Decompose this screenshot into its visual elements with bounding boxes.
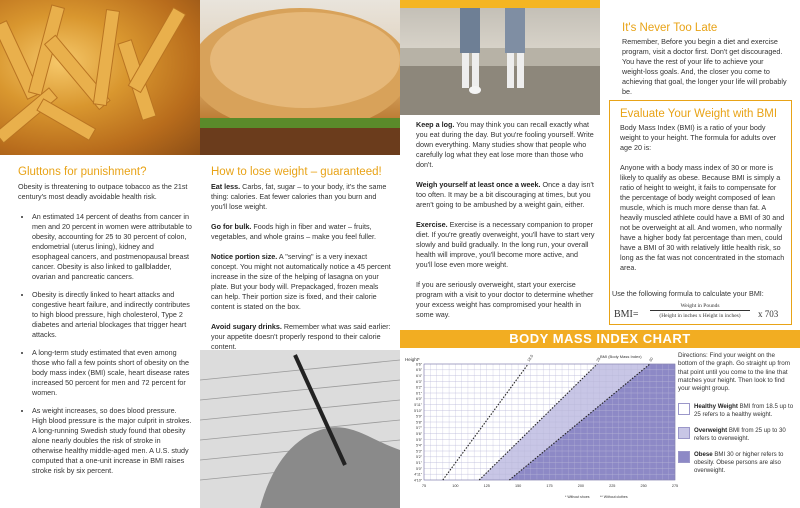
evaluate-bmi-heading: Evaluate Your Weight with BMI: [620, 108, 778, 120]
bmi-chart-area: [400, 348, 800, 508]
bmi-chart-title: BODY MASS INDEX CHART: [509, 331, 691, 346]
x-tick-label: 175: [546, 484, 553, 488]
tip-lead: Weigh yourself at least once a week.: [416, 180, 541, 189]
tip-text: You may think you can recall exactly what you eat during the day. But you're fooling yourself. Write down everything. Many studies show that people who carefully log what they eat lose more than those who don't.: [416, 120, 594, 169]
bmi-directions: Directions: Find your weight on the bottom of the graph. Go straight up from that point until you come to the line that matches your height. Then look to find your weight group.: [678, 352, 791, 393]
key-desc: BMI 30 or higher refers to obesity. Obese persons are also overweight.: [694, 451, 784, 475]
x-tick-label: 125: [483, 484, 490, 488]
evaluate-bmi-intro: Body Mass Index (BMI) is a ratio of your body weight to your height. The formula for adults over age 20 is:: [620, 123, 777, 152]
formula-intro: Use the following formula to calculate your BMI:: [612, 289, 764, 298]
tip-text: A "serving" is a very inexact concept. You might not automatically notice a 45 percent increase in the size of the helping of lasagna on your plate. But your body will. Prepackaged, frozen meals can help. Their portion size is fixed, and their calorie content is stated on the box.: [211, 252, 391, 311]
tip-keep-log: [416, 120, 596, 170]
bmi-key: [678, 403, 794, 475]
fries-photo: [0, 0, 200, 155]
key-text: [694, 403, 794, 419]
gluttons-intro: Obesity is threatening to outpace tobacco as the 21st century's most deadly avoidable health risk.: [18, 182, 188, 201]
footnote-shoes: * Without shoes: [565, 495, 590, 499]
y-tick-label: 5'9": [416, 414, 422, 419]
tip-lead: Keep a log.: [416, 120, 455, 129]
gluttons-heading: Gluttons for punishment?: [18, 166, 147, 178]
y-tick-label: 5'7": [416, 426, 422, 431]
y-tick-label: 5'2": [416, 455, 422, 460]
key-desc: BMI from 25 up to 30 refers to overweight.: [694, 427, 786, 443]
column-tips-continued: [416, 120, 596, 320]
x-tick-label: 100: [452, 484, 459, 488]
writing-hand-photo: [200, 350, 400, 508]
y-tick-label: 4'10": [414, 478, 422, 483]
formula-numerator: Weight in Pounds: [650, 303, 750, 311]
y-tick-label: 5'1": [416, 461, 422, 465]
tip-text: Foods high in fiber and water – fruits, vegetables, and whole grains – make you feel fuller.: [211, 222, 377, 241]
y-tick-label: 5'11": [414, 403, 422, 407]
bmi-chart: [400, 348, 678, 508]
y-tick-label: 6'0": [416, 397, 422, 402]
list-item: • A long-term study estimated that even among those who fall a few points short of obesity on the body mass index (BMI) scale, heart disease rates increased 50 percent for men and 72 percent for women.: [32, 348, 192, 398]
tip-text: Carbs, fat, sugar – to your body, it's the same thing: calories. Eat fewer calories than you burn and you'll lose weight.: [211, 182, 387, 211]
never-too-late-heading: It's Never Too Late: [622, 22, 718, 34]
y-tick-label: 6'6": [416, 362, 422, 367]
footnote-clothes: ** Without clothes: [600, 495, 628, 499]
x-tick-label: 150: [514, 484, 522, 488]
bmi-formula: [612, 303, 797, 325]
y-tick-label: 4'11": [414, 472, 422, 477]
tip-lead: Avoid sugary drinks.: [211, 322, 282, 331]
bmi-directions-panel: [678, 352, 794, 475]
key-overweight: [678, 427, 794, 443]
key-label: Healthy Weight: [694, 403, 738, 411]
key-healthy: [678, 403, 794, 419]
x-tick-label: 75: [421, 484, 427, 488]
tip-exercise: [416, 220, 596, 270]
y-tick-label: 5'6": [416, 432, 422, 436]
tip-lead: Notice portion size.: [211, 252, 278, 261]
y-tick-label: 6'3": [416, 379, 422, 384]
writing-illustration: [200, 350, 400, 508]
x-tick-label: 275: [671, 484, 678, 488]
burger-photo: [200, 0, 400, 155]
key-desc: BMI from 18.5 up to 25 refers to a healthy weight.: [694, 403, 794, 419]
tip-text: Exercise is a necessary companion to proper diet. If you're greatly overweight, you'll have to start very slowly and build gradually. In the long run, your overall health will improve, you'll become more active, and you'll lose even more weight.: [416, 220, 595, 269]
fries-illustration: [0, 0, 200, 155]
never-too-late-section: [622, 22, 787, 97]
lose-weight-heading: How to lose weight – guaranteed!: [211, 166, 382, 178]
legend-title: BMI (Body Mass Index): [600, 354, 642, 359]
formula-multiplier: x 703: [758, 309, 779, 319]
y-tick-label: 6'4": [416, 374, 422, 378]
key-text: [694, 427, 794, 443]
list-item: • As weight increases, so does blood pressure. High blood pressure is the major culprit in strokes. A long-running Swedish study found that obesity alone nearly doubles the risk of stroke in otherwise healthy middle-aged men. A U.S. study computed that a one-unit increase in BMI raises stroke risk by six percent.: [32, 406, 192, 476]
column-gluttons: [18, 166, 192, 484]
formula-lhs: BMI=: [614, 309, 639, 320]
tip-text: Remember what was said earlier: your appetite doesn't properly respond to their calorie content.: [211, 322, 391, 351]
tip-eat-less: [211, 182, 391, 212]
healthy-swatch: [678, 403, 690, 415]
column-lose-weight: [211, 166, 391, 352]
obese-swatch: [678, 451, 690, 463]
tip-weigh-yourself: [416, 180, 596, 210]
y-tick-label: 6'5": [416, 368, 422, 373]
tip-go-for-bulk: [211, 222, 391, 242]
y-tick-label: 5'10": [414, 408, 422, 413]
gluttons-bullet-list: [18, 212, 192, 476]
overweight-swatch: [678, 427, 690, 439]
tip-lead: Go for bulk.: [211, 222, 252, 231]
top-orange-band: [400, 0, 600, 8]
x-tick-label: 200: [577, 484, 585, 488]
list-item: • Obesity is directly linked to heart attacks and congestive heart failure, and indirectly contributes to high blood pressure, high cholesterol, Type 2 diabetes and arterial blockages that trigger heart attacks.: [32, 290, 192, 340]
list-item: • An estimated 14 percent of deaths from cancer in men and 20 percent in women were attributable to obesity, accounting for 25 to 30 percent of colon, endometrial (uterus lining), kidney and esophageal cancers, and postmenopausal breast cancer. Obesity is also linked to gallbladder, ovarian and pancreatic cancers.: [32, 212, 192, 282]
tip-text: Once a day isn't too often. It may be a bit discouraging at times, but you aren't going to be ambushed by a weight gain, either.: [416, 180, 594, 209]
tip-portion-size: [211, 252, 391, 312]
tip-doctor-visit: [416, 280, 596, 320]
y-tick-label: 6'2": [416, 385, 422, 390]
y-tick-label: 5'0": [416, 466, 422, 471]
y-tick-label: 5'5": [416, 437, 422, 442]
key-label: Obese: [694, 451, 713, 459]
runners-illustration: [400, 8, 600, 115]
key-obese: [678, 451, 794, 475]
x-tick-label: 225: [609, 484, 616, 488]
evaluate-bmi-body: Anyone with a body mass index of 30 or more is likely to qualify as obese. Because BMI is simply a ratio of height to weight, it fails to compensate for the percentage of body weight composed of lean muscle, which is much more dense than fat. A heavily muscled athlete could have a BMI of 30 and not be overweight at all. And women, who normally have a higher body fat percentage than men, could have a BMI of 30 with relatively little health risk, so long as the fat was not concentrated in the stomach area.: [620, 163, 785, 272]
x-tick-label: 250: [640, 484, 647, 488]
burger-illustration: [200, 0, 400, 155]
y-tick-label: 5'3": [416, 449, 422, 454]
y-tick-label: 5'8": [416, 420, 422, 425]
y-tick-label: 6'1": [416, 391, 422, 396]
key-text: [694, 451, 794, 475]
bmi-line-label: 25: [595, 356, 602, 363]
tip-lead: Eat less.: [211, 182, 241, 191]
formula-section: [612, 289, 797, 325]
bmi-line-label: 30: [648, 356, 655, 363]
formula-denominator: (Height in inches x Height in inches): [659, 313, 741, 319]
y-tick-label: 5'4": [416, 443, 422, 448]
tip-lead: Exercise.: [416, 220, 448, 229]
y-axis-title: Height*: [405, 357, 420, 362]
tip-sugary-drinks: [211, 322, 391, 352]
bmi-line-label: 18.5: [526, 354, 535, 363]
key-label: Overweight: [694, 427, 728, 435]
never-too-late-text: Remember, Before you begin a diet and exercise program, visit a doctor first. Don't get discouraged. You have the rest of your life to achieve your weight-loss goals. And, the closer you come to achieving that goal, the longer your life will probably be.: [622, 37, 787, 96]
evaluate-bmi-section: [620, 108, 785, 273]
runners-photo: [400, 8, 600, 115]
tip-text: If you are seriously overweight, start your exercise program with a visit to your doctor to determine whether your excess weight has compromised your health in some way.: [416, 280, 594, 319]
